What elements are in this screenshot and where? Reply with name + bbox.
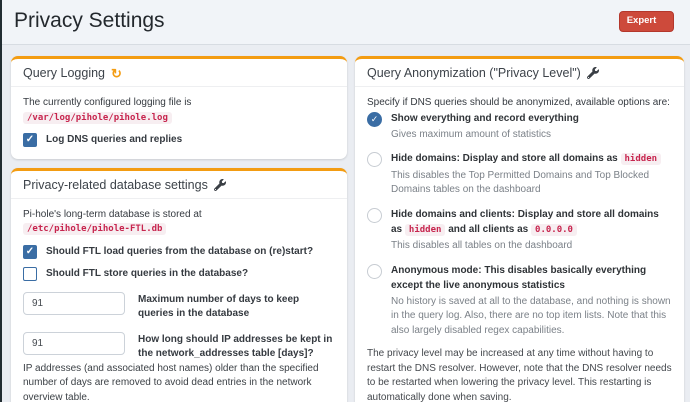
log-queries-checkbox-row[interactable] xyxy=(23,133,335,148)
sidebar-edge xyxy=(0,0,2,402)
page-header xyxy=(0,0,690,45)
privacy-level-option-hide-domains-clients[interactable] xyxy=(367,207,672,254)
option-label[interactable]: Hide domains and clients: Display and store all domains as hidden and all clients as 0.0.0.0 xyxy=(391,208,659,235)
query-logging-title: Query Logging xyxy=(23,66,106,80)
page-title: Privacy Settings xyxy=(14,9,165,32)
option-text xyxy=(391,263,672,339)
query-logging-body xyxy=(11,87,347,159)
ip-retention-label: How long should IP addresses be kept in the network_addresses table [days]? xyxy=(138,333,333,359)
checkmark-icon: ✓ xyxy=(25,245,35,257)
max-days-label: Maximum number of days to keep queries in the database xyxy=(138,293,300,319)
database-settings-body xyxy=(11,199,347,402)
anonymization-body xyxy=(355,87,684,402)
ftl-store-label[interactable]: Should FTL store queries in the database? xyxy=(46,268,249,279)
radio-hide-domains[interactable] xyxy=(367,152,382,167)
ftl-load-checkbox-row[interactable] xyxy=(23,245,335,260)
option-description: This disables the Top Permitted Domains and Top Blocked Domains tables on the dashboard xyxy=(391,169,650,195)
option-description: Gives maximum amount of statistics xyxy=(391,128,552,140)
database-path: /etc/pihole/pihole-FTL.db xyxy=(23,223,166,235)
database-footnote: IP addresses (and associated host names) older than the specified number of days are removed to avoid dead entries in the network overview table. xyxy=(23,362,319,402)
anonymization-card xyxy=(355,56,684,402)
max-days-row xyxy=(23,292,335,322)
checkmark-icon: ✓ xyxy=(25,134,35,146)
refresh-icon: ↻ xyxy=(111,65,122,81)
database-settings-header xyxy=(11,171,347,199)
logging-file-path: /var/log/pihole/pihole.log xyxy=(23,112,172,124)
ip-retention-row xyxy=(23,332,335,362)
anonymization-intro: Specify if DNS queries should be anonymized, available options are: xyxy=(367,97,670,108)
option-label[interactable]: Anonymous mode: This disables basically everything except the live anonymous statistics xyxy=(391,264,647,291)
anonymization-footnote: The privacy level may be increased at any time without having to restart the DNS resolver. However, note that the DNS resolver needs to be restarted when lowering the privacy level. This restarting is automatically done when saving. xyxy=(367,348,672,402)
radio-show-everything[interactable] xyxy=(367,112,382,127)
privacy-level-option-anonymous-mode[interactable] xyxy=(367,263,672,339)
option-description: This disables all tables on the dashboard xyxy=(391,240,573,251)
ftl-load-checkbox[interactable] xyxy=(23,245,37,259)
option-text xyxy=(391,151,672,198)
left-column xyxy=(11,56,347,402)
logging-file-text: The currently configured logging file is /var/log/pihole/pihole.log xyxy=(23,97,192,123)
option-description: No history is saved at all to the database, and nothing is shown in the query log. Also, there are no top item lists. Note that this also largely disabled regex capabilities. xyxy=(391,295,671,336)
privacy-level-option-show-everything[interactable] xyxy=(367,111,672,143)
option-text xyxy=(391,207,672,254)
ftl-store-checkbox[interactable] xyxy=(23,267,37,281)
database-settings-title: Privacy-related database settings xyxy=(23,177,208,192)
log-queries-checkbox[interactable] xyxy=(23,133,37,147)
option-label[interactable]: Show everything and record everything xyxy=(391,112,579,124)
radio-anonymous-mode[interactable] xyxy=(367,264,382,279)
anonymization-title: Query Anonymization ("Privacy Level") xyxy=(367,66,581,80)
log-queries-label[interactable]: Log DNS queries and replies xyxy=(46,134,183,145)
ip-retention-input[interactable] xyxy=(23,332,125,355)
checkmark-icon: ✓ xyxy=(370,113,379,124)
query-logging-header xyxy=(11,59,347,87)
ftl-store-checkbox-row[interactable] xyxy=(23,267,335,282)
ftl-load-label[interactable]: Should FTL load queries from the database on (re)start? xyxy=(46,245,314,257)
option-label[interactable]: Hide domains: Display and store all domains as hidden xyxy=(391,151,672,167)
right-column xyxy=(355,56,684,402)
query-logging-card xyxy=(11,56,347,159)
expert-toggle[interactable] xyxy=(619,11,674,32)
wrench-icon xyxy=(587,67,599,79)
content-area xyxy=(0,45,690,402)
option-text xyxy=(391,111,579,143)
radio-hide-domains-clients[interactable] xyxy=(367,208,382,223)
privacy-level-option-hide-domains[interactable] xyxy=(367,151,672,198)
database-settings-card xyxy=(11,168,347,402)
max-days-input[interactable] xyxy=(23,292,125,315)
wrench-icon xyxy=(214,179,226,191)
expert-toggle-label: Expert xyxy=(626,15,657,27)
anonymization-header xyxy=(355,59,684,87)
database-location-text: Pi-hole's long-term database is stored at /etc/pihole/pihole-FTL.db xyxy=(23,208,202,234)
